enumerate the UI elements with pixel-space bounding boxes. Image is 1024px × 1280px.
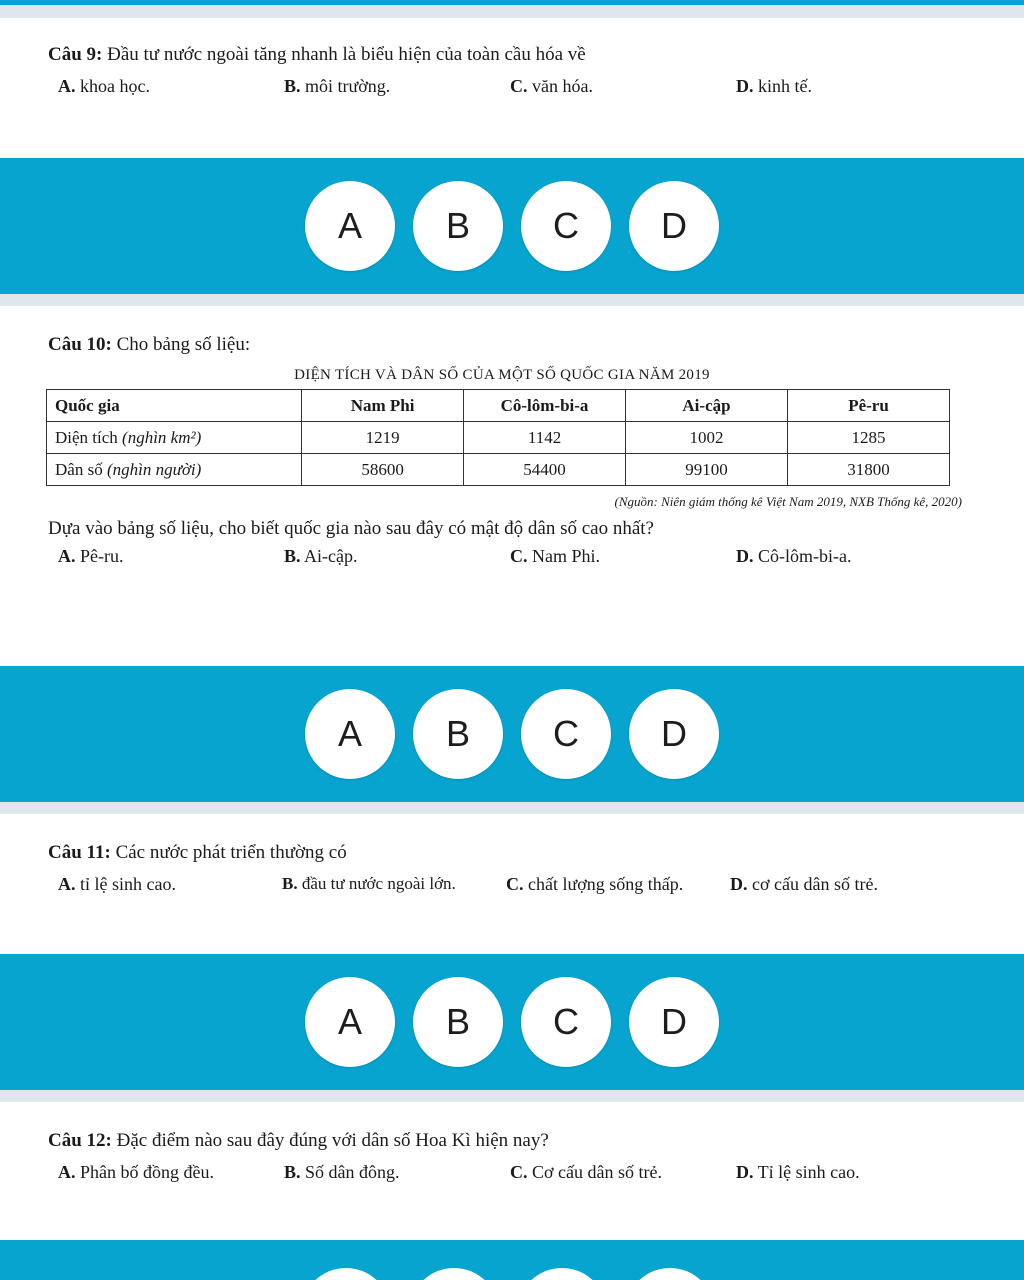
table-source: (Nguồn: Niên giám thống kê Việt Nam 2019, NXB Thống kê, 2020) [614, 494, 962, 509]
top-strip [0, 0, 1024, 5]
option-a: A. khoa học. [58, 76, 150, 96]
question-10-title [48, 334, 250, 356]
answer-band-q11 [0, 954, 1024, 1090]
answer-band-q10 [0, 666, 1024, 802]
question-number: Câu 10: [48, 334, 112, 355]
answer-button-b[interactable] [409, 1268, 499, 1280]
answer-button-b[interactable]: B [413, 977, 503, 1067]
row-label: Diện tích (nghìn km²) [47, 422, 302, 454]
table-row [47, 454, 950, 486]
answer-button-c[interactable] [517, 1268, 607, 1280]
question-text: Đặc điểm nào sau đây đúng với dân số Hoa Kì hiện nay? [111, 1130, 549, 1151]
option-c: C. Nam Phi. [510, 546, 601, 566]
table-cell: 1142 [464, 422, 626, 454]
question-number: Câu 11: [48, 842, 111, 863]
table-cell: 99100 [626, 454, 788, 486]
answer-button-a[interactable]: A [305, 181, 395, 271]
answer-band-q9 [0, 158, 1024, 294]
question-number: Câu 9: [48, 44, 103, 65]
table-cell: 1285 [787, 422, 949, 454]
option-a: A. Phân bố đồng đều. [58, 1162, 214, 1182]
answer-button-d[interactable]: D [629, 689, 719, 779]
question-9-title [48, 44, 586, 66]
answer-band-q12 [0, 1240, 1024, 1280]
option-a: A. tỉ lệ sinh cao. [58, 874, 176, 894]
table-header-cell: Nam Phi [302, 390, 464, 422]
question-12-card [0, 1102, 1024, 1240]
table-cell: 1219 [302, 422, 464, 454]
question-text: Đầu tư nước ngoài tăng nhanh là biểu hiện của toàn cầu hóa về [102, 44, 586, 65]
question-10-prompt: Dựa vào bảng số liệu, cho biết quốc gia nào sau đây có mật độ dân số cao nhất? [48, 518, 654, 539]
answer-button-c[interactable]: C [521, 181, 611, 271]
question-10-card [0, 306, 1024, 666]
option-d: D. cơ cấu dân số trẻ. [730, 874, 878, 894]
answer-button-a[interactable] [301, 1268, 391, 1280]
option-a: A. Pê-ru. [58, 546, 124, 566]
answer-button-c[interactable]: C [521, 689, 611, 779]
answer-button-d[interactable]: D [629, 977, 719, 1067]
answer-button-b[interactable]: B [413, 689, 503, 779]
question-9-card [0, 18, 1024, 158]
answer-button-a[interactable]: A [305, 689, 395, 779]
option-b: B. Số dân đông. [284, 1162, 400, 1182]
question-12-title [48, 1130, 549, 1152]
data-table [46, 389, 950, 486]
answer-button-d[interactable]: D [629, 181, 719, 271]
table-header-cell: Ai-cập [626, 390, 788, 422]
question-text: Các nước phát triển thường có [110, 842, 347, 863]
table-header-cell: Cô-lôm-bi-a [464, 390, 626, 422]
option-b: B. Ai-cập. [284, 546, 358, 566]
option-c: C. chất lượng sống thấp. [506, 874, 684, 894]
option-d: D. Cô-lôm-bi-a. [736, 546, 852, 566]
table-cell: 31800 [787, 454, 949, 486]
table-cell: 54400 [464, 454, 626, 486]
option-d: D. Tỉ lệ sinh cao. [736, 1162, 860, 1182]
table-header-cell: Quốc gia [47, 390, 302, 422]
table-header-row [47, 390, 950, 422]
answer-button-c[interactable]: C [521, 977, 611, 1067]
option-d: D. kinh tế. [736, 76, 812, 96]
option-b: B. đầu tư nước ngoài lớn. [282, 874, 456, 893]
question-text: Cho bảng số liệu: [111, 334, 251, 355]
table-row [47, 422, 950, 454]
question-11-card [0, 814, 1024, 954]
table-caption: DIỆN TÍCH VÀ DÂN SỐ CỦA MỘT SỐ QUỐC GIA NĂM 2019 [294, 367, 710, 383]
answer-button-b[interactable]: B [413, 181, 503, 271]
option-c: C. văn hóa. [510, 76, 593, 96]
table-header-cell: Pê-ru [787, 390, 949, 422]
option-c: C. Cơ cấu dân số trẻ. [510, 1162, 662, 1182]
answer-button-d[interactable] [625, 1268, 715, 1280]
answer-button-a[interactable]: A [305, 977, 395, 1067]
row-label: Dân số (nghìn người) [47, 454, 302, 486]
question-number: Câu 12: [48, 1130, 112, 1151]
question-11-title [48, 842, 347, 864]
option-b: B. môi trường. [284, 76, 391, 96]
table-cell: 58600 [302, 454, 464, 486]
table-cell: 1002 [626, 422, 788, 454]
